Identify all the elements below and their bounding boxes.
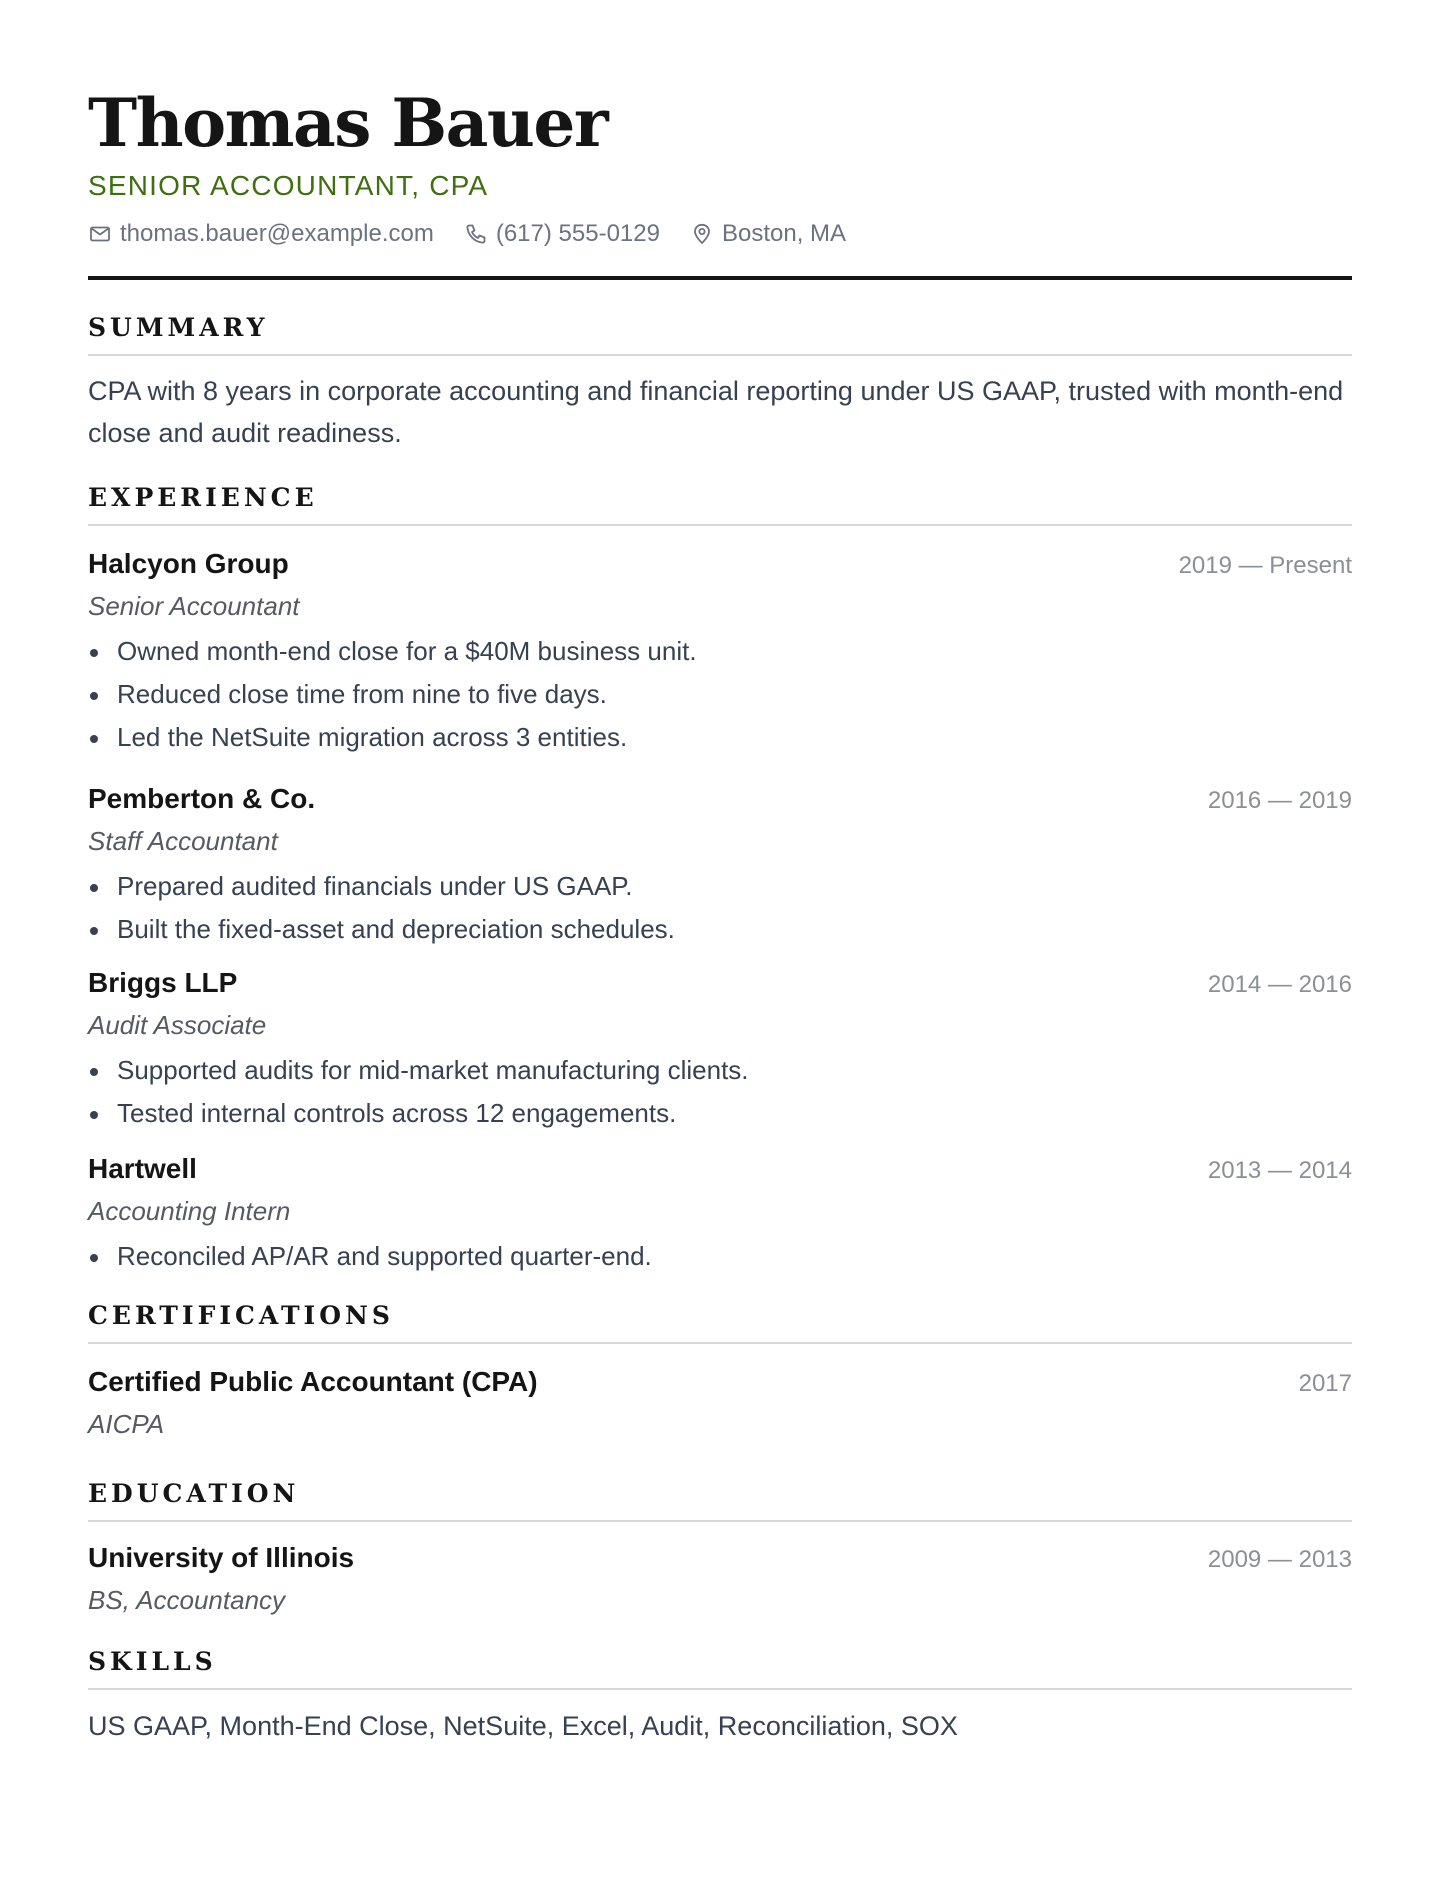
location-text: Boston, MA [721,220,847,247]
education-section [88,1478,1352,1618]
phone-icon [464,222,488,246]
experience-section [88,482,1352,1278]
summary-section [88,312,1352,454]
certification-entry [88,1364,1352,1442]
certifications-heading: CERTIFICATIONS [88,1300,1352,1344]
job-title: Audit Associate [88,1010,267,1040]
degree: BS, Accountancy [88,1585,286,1615]
contact-email[interactable] [88,218,434,250]
candidate-name: Thomas Bauer [88,84,608,162]
experience-entry-pemberton [88,781,1352,951]
school-name: University of Illinois [88,1542,355,1573]
summary-heading: SUMMARY [88,312,1352,356]
experience-heading: EXPERIENCE [88,482,1352,526]
certification-name: Certified Public Accountant (CPA) [88,1366,538,1397]
contact-row [88,218,1352,250]
certification-year: 2017 [1298,1370,1352,1397]
company-name: Hartwell [88,1153,197,1184]
experience-entry-hartwell [88,1151,1352,1278]
company-name: Halcyon Group [88,548,289,579]
bullet-list [88,1049,1352,1135]
date-range: 2014 — 2016 [1207,971,1352,998]
job-title: Accounting Intern [88,1196,291,1226]
skills-list: US GAAP, Month-End Close, NetSuite, Excel, Audit, Reconciliation, SOX [88,1711,958,1741]
summary-text: CPA with 8 years in corporate accounting and financial reporting under US GAAP, trusted with month-end close and audit readiness. [88,376,1344,448]
company-name: Briggs LLP [88,967,238,998]
bullet-list [88,630,1352,759]
date-range: 2009 — 2013 [1207,1546,1352,1573]
candidate-title: SENIOR ACCOUNTANT, CPA [88,170,489,201]
company-name: Pemberton & Co. [88,783,316,814]
job-title: Staff Accountant [88,826,278,856]
skills-section [88,1646,1352,1746]
bullet-item: Led the NetSuite migration across 3 entities. [88,716,1352,759]
resume-header [88,82,1352,250]
contact-phone[interactable] [464,218,660,250]
skills-heading: SKILLS [88,1646,1352,1690]
header-divider [88,276,1352,280]
bullet-list [88,1235,1352,1278]
bullet-item: Prepared audited financials under US GAAP. [88,865,1352,908]
education-heading: EDUCATION [88,1478,1352,1522]
bullet-item: Owned month-end close for a $40M business unit. [88,630,1352,673]
date-range: 2019 — Present [1178,552,1352,579]
date-range: 2013 — 2014 [1207,1157,1352,1184]
bullet-item: Tested internal controls across 12 engagements. [88,1092,1352,1135]
bullet-item: Reduced close time from nine to five days. [88,673,1352,716]
certification-issuer: AICPA [88,1409,165,1439]
education-entry [88,1540,1352,1618]
map-pin-icon [690,222,714,246]
experience-entry-briggs [88,965,1352,1135]
certifications-section [88,1300,1352,1442]
bullet-list [88,865,1352,951]
experience-entry-halcyon [88,546,1352,759]
job-title: Senior Accountant [88,591,300,621]
bullet-item: Reconciled AP/AR and supported quarter-end. [88,1235,1352,1278]
date-range: 2016 — 2019 [1207,787,1352,814]
email-text: thomas.bauer@example.com [120,220,434,247]
contact-location [690,218,846,250]
mail-icon [88,222,112,246]
bullet-item: Built the fixed-asset and depreciation schedules. [88,908,1352,951]
phone-text: (617) 555-0129 [495,220,660,247]
bullet-item: Supported audits for mid-market manufacturing clients. [88,1049,1352,1092]
